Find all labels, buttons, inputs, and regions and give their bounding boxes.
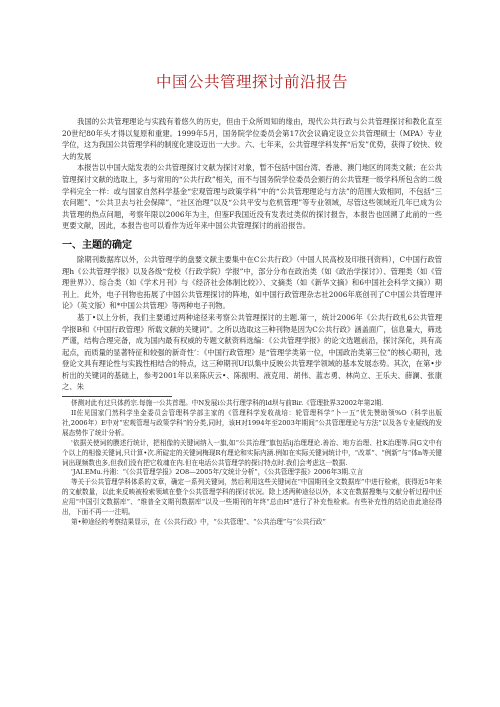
body-paragraph-1: 除期刊数据库以外，公共管理学的盘要文献主要集中在C公共行政》（中国人民高校及印报刊资料），C中国行政管理h《公共管理学报》以及各级“党校（行政学院）学报”中，部分分布在政治类（如《政治学探讨》）、管理类（如《管理世界》）、综合类（如《学术月刊》与《经济社会体制比较》）、文摘类（如《新华文摘》和6中国社会科学文摘》）期刊上．此外，电子刊物也拓展了中国公共管理探讨的阵地，如中国行政管理杂志社2006年底创刊了C中国公共管理评论》（英文版）和*中国公共管理》等两种电子刊物。: [62, 254, 442, 311]
section-heading: 一、主题的确定: [62, 239, 132, 251]
closing-line: 第•种途径的考察结果显示，在《公共行政》中，“公共管理”、“公共治理”与“公共行政”: [71, 517, 326, 526]
intro-paragraph-2: 本报告以中国大陆发表的公共管理探讨文献为探讨对象，暂不包括中国台湾、香港、澳门地区的同类文献；在公共管理探讨文献的选取上，多与常用的“公共行政”相关，而不与国务院学位委员会颁行的公共管理一级学科所包含的二级学科完全一样：或与国家自然科学基金“宏观管理与政策学科”中的“公共管理理论与方法”的范围大致相同，不包括“三农问题”、“公共卫去与社会保障”、“社区治理”以及“公共平安与危机管理”等专业领域，尽管这些领域近几年已成为公共管理的热点问题，考察年限以2006年为主，但鉴F我国近没有发表过类似的探讨报告，本报告也回溯了此前的一些更要文献，因此，本报告也可以看作为近年来中国公共管理探讨的前沿报告。: [62, 163, 442, 231]
footnote-1: 侪测对此有过只体药宗.每施一公共首理。中N发展i公共行理学科的ld坝与前Bir.《管理批界32002年第2期.: [71, 399, 384, 408]
body-paragraph-2: 基丁•以上分析，我们主要通过两种途径来考察公共管理探讨的主题.第一，统计2006年《公共行政札6公共管理学报B和《中国行政管理》所载文献的关键词”。之所以选取这三种刊物是因为C公共行政》涵盖面广，信息量大，筛选严谨，结构合理完备，成为国内最有权威的专题文献资料选编：《公共管理学报》的论文选题前沿，探讨深化，具有高起点，而质量的显著特征和较强的新奇性’：《中国行政管理》是“管理学类第一位，中国政治类第三位”的核心期刊，选登论文具有理论性与实践性相结合的特点，这三种期刊Uf以集中反映公共管理学领域的基本发展态势。其次，在第•步析出的关键词的基础上，参考2001年以来陈庆云•、陈振明、液克用、胡伟、蓝志勇、林尚立、王乐夫、薛澜、张康之、朱: [62, 312, 442, 392]
footnote-4: 'JAI.EMu.丹湘：“《公共管理学报》2O8—2005年/文统计分析”，《公共管理学报》2006年3期.立言: [71, 468, 364, 477]
document-title: 中国公共管理探讨前沿报告: [155, 73, 348, 91]
footnote-2: II佐见国家门然科学坐金委员会管理科学部主家的《管理科学发收战培：轮管理科学“卜一五”优先赞助领%O（科学出版社,2006年）E中对“宏观管理与政策学科”的分类,同时，该H对1994年至2003年期间“公共管理理论与方法”以及各专业疑线的发展态势作了统计分析。: [62, 408, 442, 437]
footnote-3: '依据关使词的膜述行统计，把相像的关键词纳入一旗,如“公共治理”旗包括ij治理理论.善治、地方治理、杜K治理等.同G文中有个以上的相像关键词,只计算•次.所碇定的关键词梅现R有理论和实际内涵.例如在实际关键词统计中，“改革”、“例新”与“体n等关键词出现频数也多,但我们没有把它收魂在内.但在电话公共管理学的探讨特点时.我们会考虑这一数据.: [62, 438, 442, 467]
footnote-divider: [62, 396, 172, 397]
intro-paragraph-1: 我国的公共管理理论与实践有着悠久的历史，但由于众所周知的缘由，现代公共行政与公共管理探讨和教化直至20世纪80年头才得以复原和重建。1999年5月，国务院学位委员会第17次会议确定设立公共管理硕士（MPA）专业学位，这为我国公共管理学科的制度化建设迈出一大步。六、七年来，公共管理学科发挥“后发”优势，获得了较快、较大的发展: [62, 117, 442, 161]
footnote-5: 等关于公共管理学科体系的文章，确定一系列关键词，然后利用这些关键词在“中国期刊全文数据库”中进行检索，获得近5年来的文献数量，以此来反映被检索领域在整个公共管理学科的探讨状况。除上述两种途径以外，本文在数据搜集与文献分析过程中还应用“中国引文数据库”、“维普全文期刊数据库”以及一些期刊的年终“总由H”进行了补充性检索。有些补充性的结论由此途径得出，下面不再一一注明。: [62, 478, 442, 517]
